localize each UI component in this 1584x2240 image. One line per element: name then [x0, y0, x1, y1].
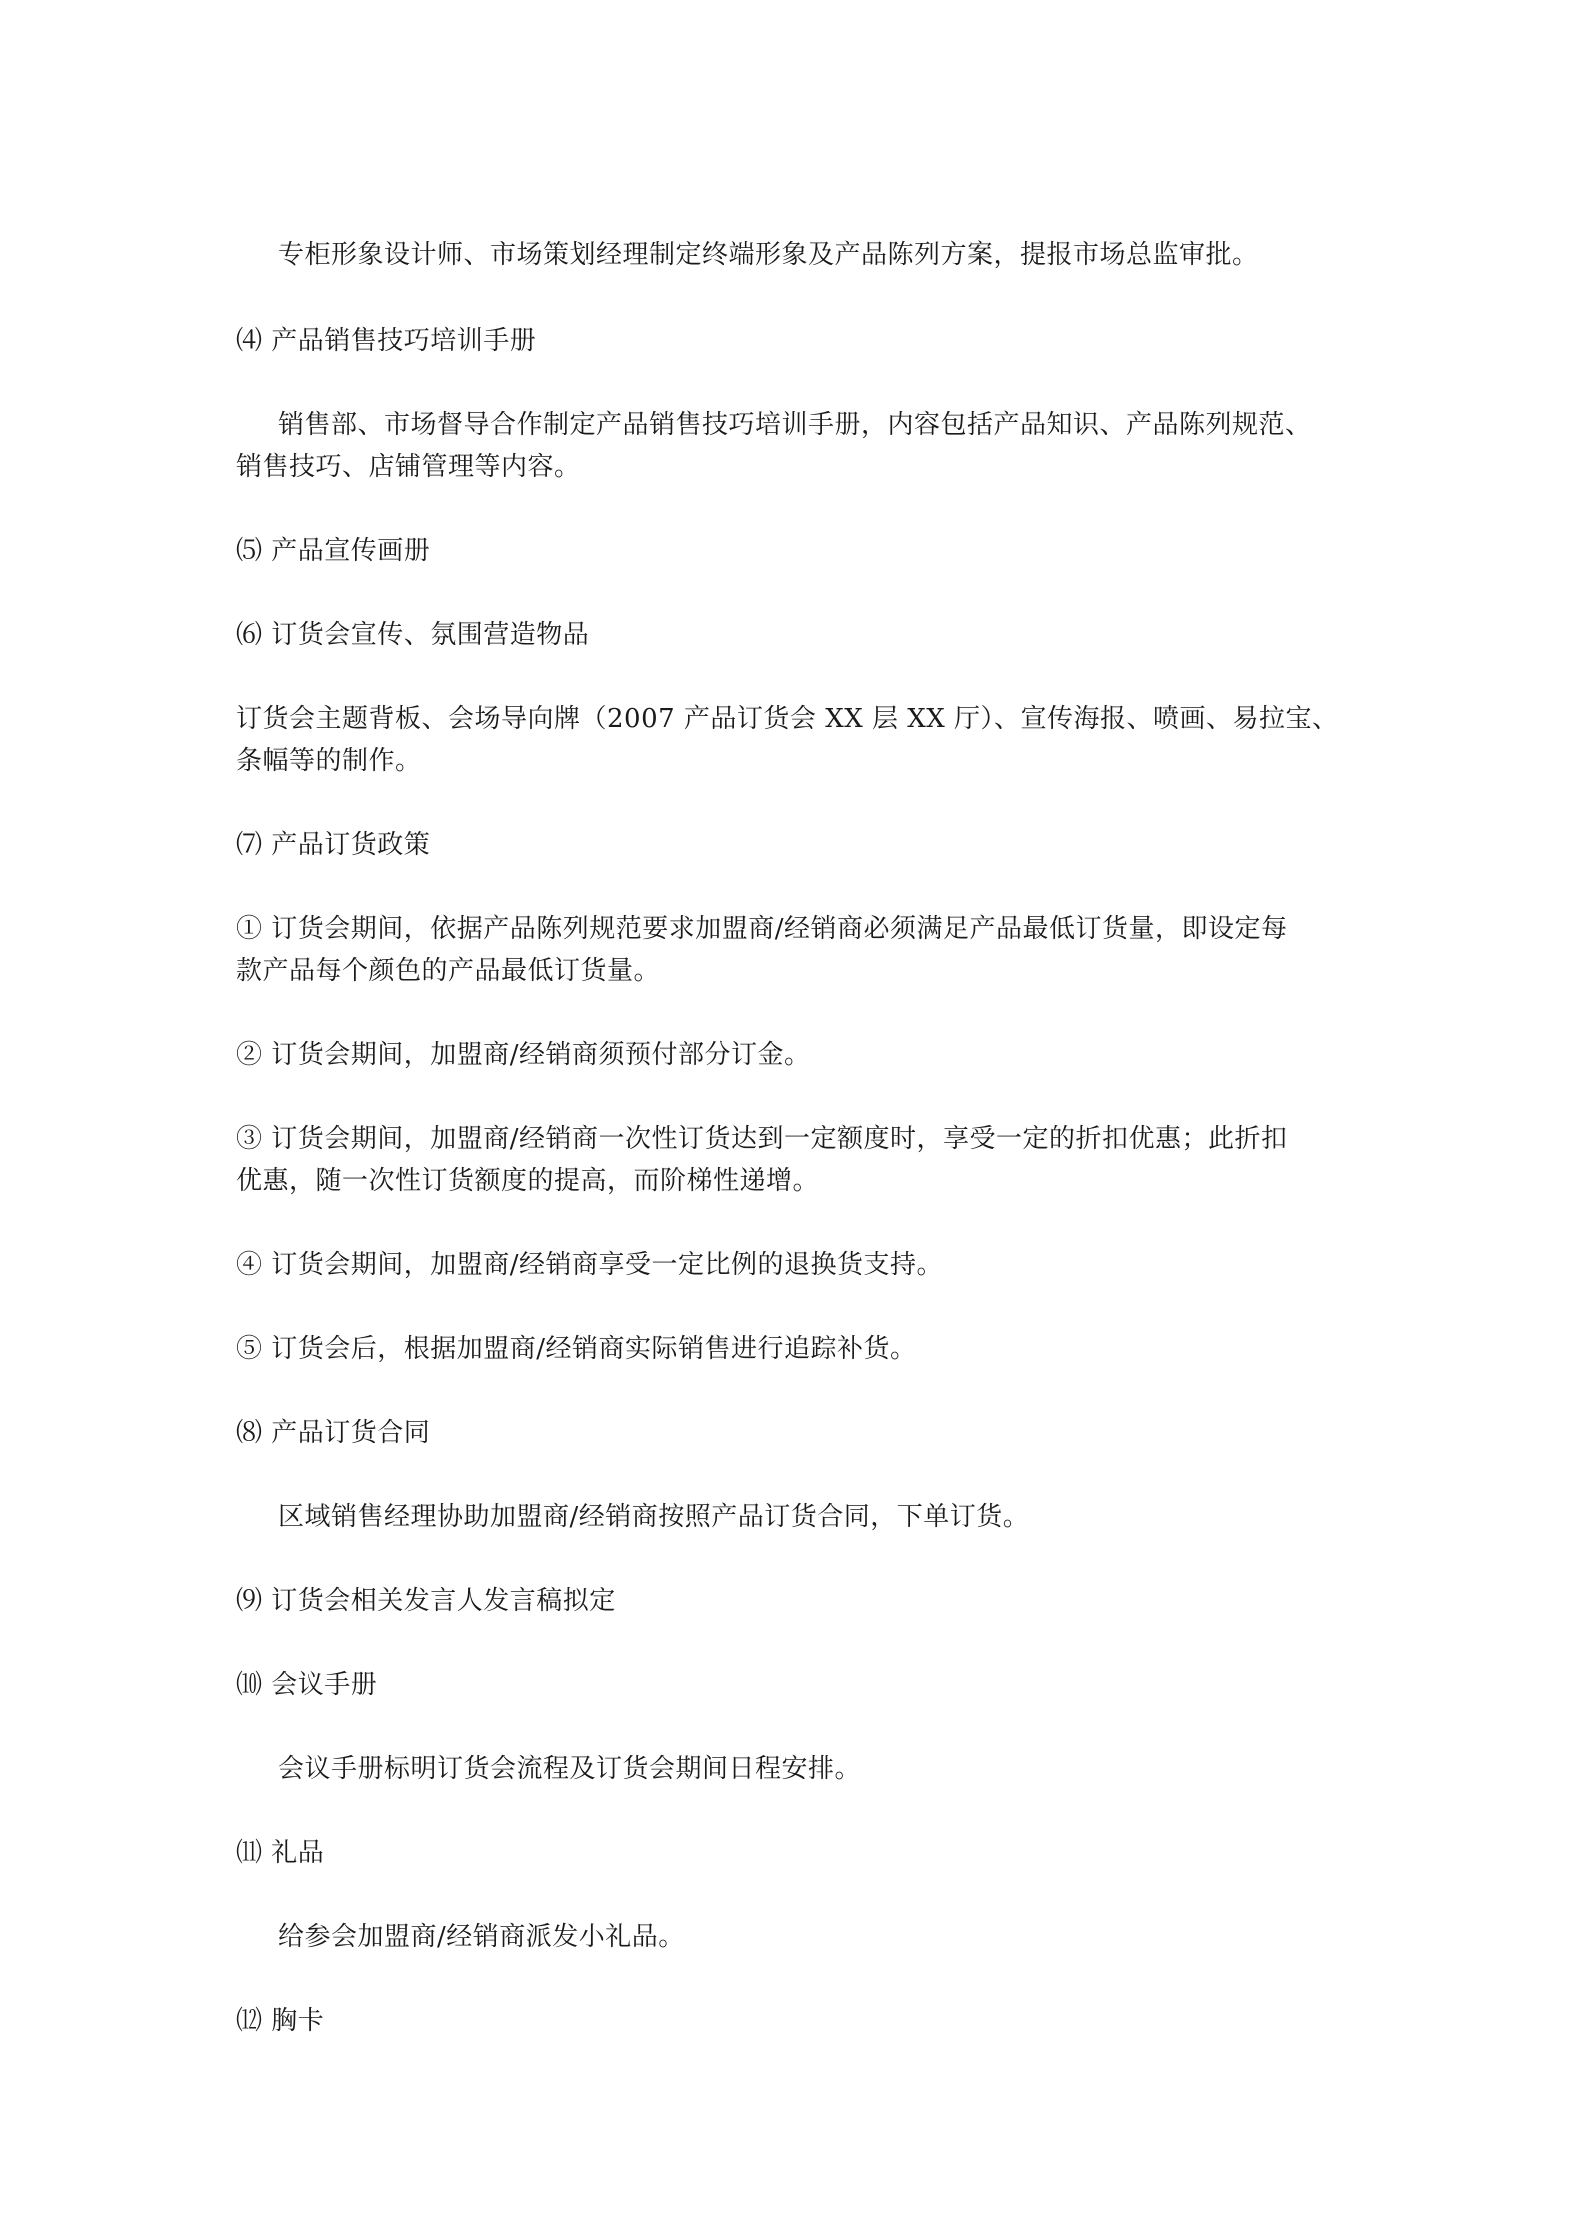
policy-item-3-line1: ③ 订货会期间，加盟商/经销商一次性订货达到一定额度时，享受一定的折扣优惠；此折扣 [236, 1124, 1288, 1154]
policy-item-3-line2: 优惠，随一次性订货额度的提高，而阶梯性递增。 [236, 1166, 820, 1196]
paragraph-meeting-manual: 会议手册标明订货会流程及订货会期间日程安排。 [278, 1754, 862, 1784]
paragraph-training-manual-line1: 销售部、市场督导合作制定产品销售技巧培训手册，内容包括产品知识、产品陈列规范、 [278, 410, 1312, 440]
paragraph-training-manual-line2: 销售技巧、店铺管理等内容。 [236, 452, 581, 482]
policy-item-4: ④ 订货会期间，加盟商/经销商享受一定比例的退换货支持。 [236, 1250, 944, 1280]
paragraph-promotion-materials-line2: 条幅等的制作。 [236, 746, 422, 776]
paragraph-order-contract: 区域销售经理协助加盟商/经销商按照产品订货合同，下单订货。 [278, 1502, 1030, 1532]
heading-order-contract: ⑻ 产品订货合同 [236, 1418, 431, 1448]
heading-product-brochure: ⑸ 产品宣传画册 [236, 536, 431, 566]
policy-item-2: ② 订货会期间，加盟商/经销商须预付部分订金。 [236, 1040, 811, 1070]
policy-item-1-line2: 款产品每个颜色的产品最低订货量。 [236, 956, 661, 986]
heading-badges: ⑿ 胸卡 [236, 2006, 325, 2036]
paragraph-promotion-materials-line1: 订货会主题背板、会场导向牌（2007 产品订货会 XX 层 XX 厅）、宣传海报、喷画、易拉宝、 [236, 704, 1339, 734]
policy-item-1-line1: ① 订货会期间，依据产品陈列规范要求加盟商/经销商必须满足产品最低订货量，即设定每 [236, 914, 1288, 944]
paragraph-display-plan: 专柜形象设计师、市场策划经理制定终端形象及产品陈列方案，提报市场总监审批。 [278, 240, 1259, 270]
heading-speech-drafts: ⑼ 订货会相关发言人发言稿拟定 [236, 1586, 616, 1616]
heading-sales-training-manual: ⑷ 产品销售技巧培训手册 [236, 326, 537, 356]
paragraph-gifts: 给参会加盟商/经销商派发小礼品。 [278, 1922, 685, 1952]
heading-promotion-materials: ⑹ 订货会宣传、氛围营造物品 [236, 620, 590, 650]
heading-ordering-policy: ⑺ 产品订货政策 [236, 830, 431, 860]
heading-gifts: ⑾ 礼品 [236, 1838, 325, 1868]
heading-meeting-manual: ⑽ 会议手册 [236, 1670, 378, 1700]
policy-item-5: ⑤ 订货会后，根据加盟商/经销商实际销售进行追踪补货。 [236, 1334, 917, 1364]
